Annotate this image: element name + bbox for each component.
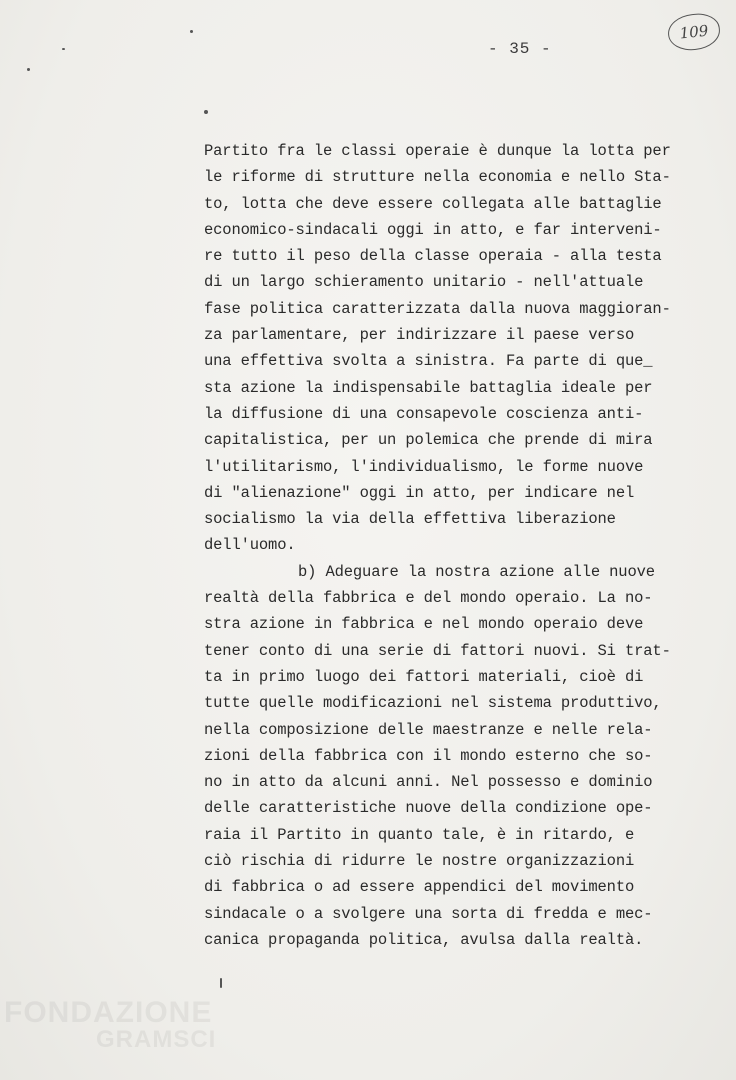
- page-number: - 35 -: [488, 40, 552, 58]
- text-line: sindacale o a svolgere una sorta di fredda e mec-: [204, 904, 653, 923]
- text-line: fase politica caratterizzata dalla nuova maggioran-: [204, 299, 671, 318]
- text-line: sta azione la indispensabile battaglia ideale per: [204, 378, 653, 397]
- text-line: di "alienazione" oggi in atto, per indicare nel: [204, 483, 635, 502]
- archive-watermark: [4, 996, 217, 1056]
- text-line: di fabbrica o ad essere appendici del movimento: [204, 878, 635, 897]
- text-line: no in atto da alcuni anni. Nel possesso e dominio: [204, 773, 653, 792]
- text-line: nella composizione delle maestranze e nelle rela-: [204, 720, 653, 739]
- text-line: le riforme di strutture nella economia e nello Sta-: [204, 168, 671, 187]
- ink-speck: [190, 30, 193, 33]
- text-line: economico-sindacali oggi in atto, e far interveni-: [204, 220, 662, 239]
- body-text: [204, 138, 671, 953]
- ink-speck: [62, 48, 65, 50]
- text-line: zioni della fabbrica con il mondo esterno che so-: [204, 746, 653, 765]
- text-line: za parlamentare, per indirizzare il paese verso: [204, 326, 635, 345]
- text-line: tutte quelle modificazioni nel sistema produttivo,: [204, 694, 662, 713]
- text-line: una effettiva svolta a sinistra. Fa parte di que_: [204, 352, 653, 371]
- text-line: capitalistica, per un polemica che prende di mira: [204, 431, 653, 450]
- text-line: di un largo schieramento unitario - nell'attuale: [204, 273, 644, 292]
- text-line: canica propaganda politica, avulsa dalla realtà.: [204, 930, 644, 949]
- text-line: tener conto di una serie di fattori nuovi. Si trat-: [204, 641, 671, 660]
- watermark-line-1: FONDAZIONE: [4, 996, 213, 1029]
- text-line: re tutto il peso della classe operaia - alla testa: [204, 247, 662, 266]
- text-line: raia il Partito in quanto tale, è in ritardo, e: [204, 825, 635, 844]
- text-line: l'utilitarismo, l'individualismo, le forme nuove: [204, 457, 644, 476]
- text-line: socialismo la via della effettiva liberazione: [204, 510, 616, 529]
- ink-speck: [220, 978, 222, 988]
- text-line: ciò rischia di ridurre le nostre organizzazioni: [204, 852, 635, 871]
- archive-number-stamp: [666, 11, 721, 52]
- watermark-line-2: GRAMSCI: [96, 1026, 217, 1053]
- ink-speck: [204, 110, 208, 114]
- ink-speck: [27, 68, 30, 71]
- text-line: realtà della fabbrica e del mondo operaio. La no-: [204, 589, 653, 608]
- text-line: la diffusione di una consapevole coscienza anti-: [204, 404, 644, 423]
- archive-number: 109: [678, 21, 710, 43]
- text-line: to, lotta che deve essere collegata alle battaglie: [204, 194, 662, 213]
- paragraph-b-heading: b) Adeguare la nostra azione alle nuove: [298, 562, 655, 581]
- text-line: dell'uomo.: [204, 536, 296, 555]
- text-line: Partito fra le classi operaie è dunque la lotta per: [204, 142, 671, 160]
- text-line: delle caratteristiche nuove della condizione ope-: [204, 799, 653, 818]
- text-line: ta in primo luogo dei fattori materiali, cioè di: [204, 667, 644, 686]
- text-line: stra azione in fabbrica e nel mondo operaio deve: [204, 615, 644, 634]
